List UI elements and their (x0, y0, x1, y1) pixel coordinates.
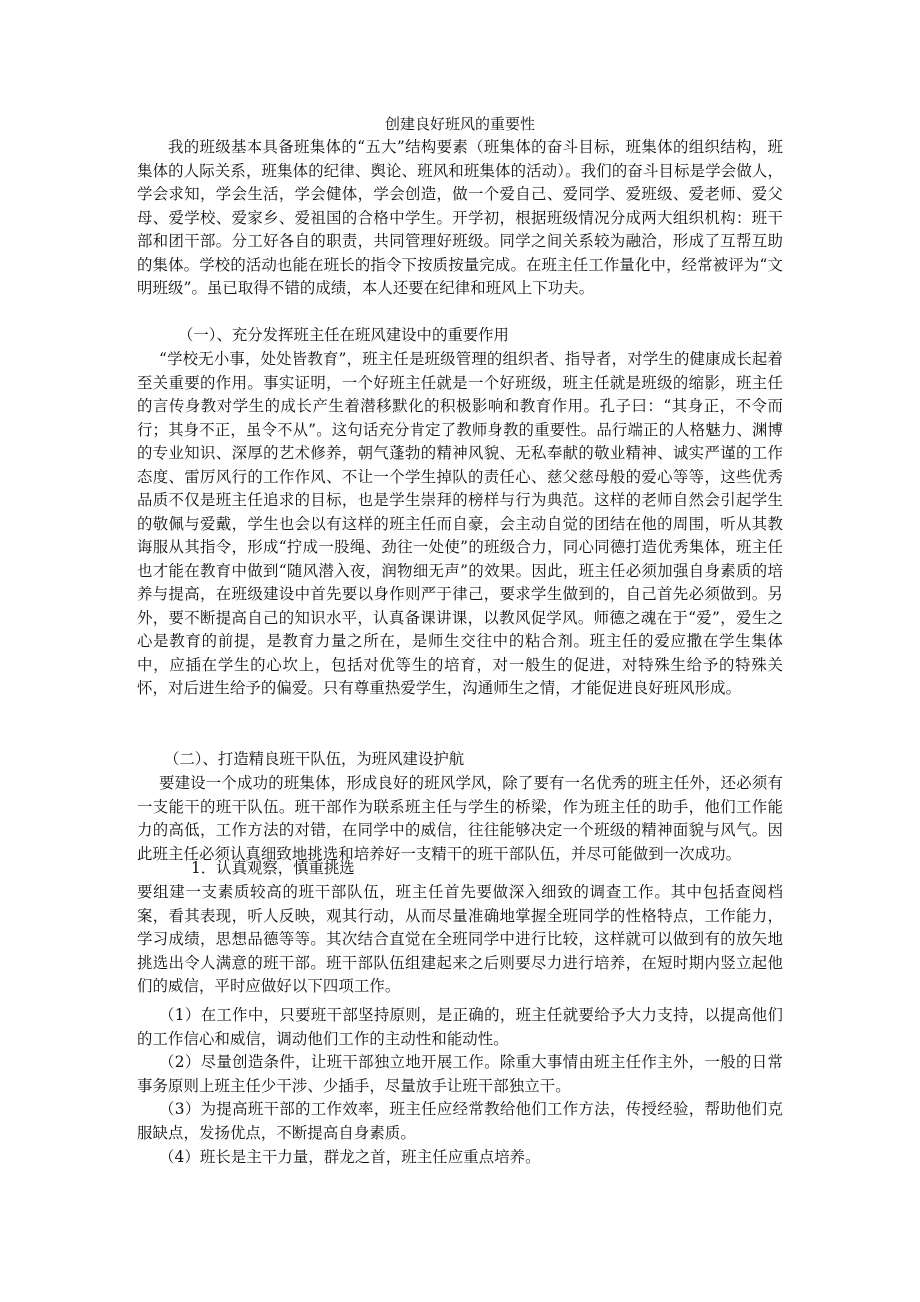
section1-body: “学校无小事，处处皆教育”，班主任是班级管理的组织者、指导者，对学生的健康成长起着至关重要的作用。事实证明，一个好班主任就是一个好班级，班主任就是班级的缩影，班主任的言传身教对学生的成长产生着潜移默化的积极影响和教育作用。孔子曰：“其身正，不令而行；其身不正，虽令不从”。这句话充分肯定了教师身教的重要性。品行端正的人格魅力、渊博的专业知识、深厚的艺术修养，朝气蓬勃的精神风貌、无私奉献的敬业精神、诚实严谨的工作态度、雷厉风行的工作作风、不让一个学生掉队的责任心、慈父慈母般的爱心等等，这些优秀品质不仅是班主任追求的目标，也是学生崇拜的榜样与行为典范。这样的老师自然会引起学生的敬佩与爱戴，学生也会以有这样的班主任而自豪，会主动自觉的团结在他的周围，听从其教诲服从其指令，形成“拧成一股绳、劲往一处使”的班级合力，同心同德打造优秀集体，班主任也才能在教育中做到“随风潜入夜，润物细无声”的效果。因此，班主任必须加强自身素质的培养与提高，在班级建设中首先要以身作则严于律己，要求学生做到的，自己首先必须做到。另外，要不断提高自己的知识水平，认真备课讲课，以教风促学风。师德之魂在于“爱”，爱生之心是教育的前提，是教育力量之所在，是师生交往中的粘合剂。班主任的爱应撒在学生集体中，应插在学生的心坎上，包括对优等生的培育，对一般生的促进，对特殊生给予的特殊关怀，对后进生给予的偏爱。只有尊重热爱学生，沟通师生之情，才能促进良好班风形成。 (137, 350, 783, 697)
subsection1-body: 要组建一支素质较高的班干部队伍，班主任首先要做深入细致的调查工作。其中包括查阅档案，看其表现，听人反映，观其行动，从而尽量准确地掌握全班同学的性格特点，工作能力，学习成绩，思想品德等等。其次结合直觉在全班同学中进行比较，这样就可以做到有的放矢地挑选出令人满意的班干部。班干部队伍组建起来之后则要尽力进行培养，在短时期内竖立起他们的威信，平时应做好以下四项工作。 (137, 883, 783, 995)
section2-heading: （二）、打造精良班干队伍，为班风建设护航 (164, 750, 465, 768)
list-item: （4）班长是主干力量，群龙之首，班主任应重点培养。 (159, 1148, 541, 1166)
section2-body: 要建设一个成功的班集体，形成良好的班风学风，除了要有一名优秀的班主任外，还必须有一支能干的班干队伍。班干部作为联系班主任与学生的桥梁，作为班主任的助手，他们工作能力的高低，工作方法的对错，在同学中的威信，往往能够决定一个班级的精神面貌与风气。因此班主任必须认真细致地挑选和培养好一支精干的班干部队伍，并尽可能做到一次成功。 (137, 774, 783, 863)
document-title: 创建良好班风的重要性 (384, 115, 535, 133)
subsection1-heading: 1．认真观察，慎重挑选 (191, 859, 355, 877)
list-item: （2）尽量创造条件，让班干部独立地开展工作。除重大事情由班主任作主外，一般的日常事务原则上班主任少干涉、少插手，尽量放手让班干部独立干。 (137, 1053, 783, 1095)
list-item: （1）在工作中，只要班干部坚持原则，是正确的，班主任就要给予大力支持，以提高他们的工作信心和威信，调动他们工作的主动性和能动性。 (137, 1006, 783, 1048)
list-item: （3）为提高班干部的工作效率，班主任应经常教给他们工作方法，传授经验，帮助他们克服缺点，发扬优点，不断提高自身素质。 (137, 1100, 783, 1142)
intro-paragraph: 我的班级基本具备班集体的“五大”结构要素（班集体的奋斗目标，班集体的组织结构，班集体的人际关系，班集体的纪律、舆论、班风和班集体的活动）。我们的奋斗目标是学会做人，学会求知，学会生活，学会健体，学会创造，做一个爱自己、爱同学、爱班级、爱老师、爱父母、爱学校、爱家乡、爱祖国的合格中学生。开学初，根据班级情况分成两大组织机构：班干部和团干部。分工好各自的职责，共同管理好班级。同学之间关系较为融洽，形成了互帮互助的集体。学校的活动也能在班长的指令下按质按量完成。在班主任工作量化中，经常被评为“文明班级”。虽已取得不错的成绩，本人还要在纪律和班风上下功夫。 (137, 138, 783, 297)
section1-heading: （一）、充分发挥班主任在班风建设中的重要作用 (178, 326, 509, 344)
